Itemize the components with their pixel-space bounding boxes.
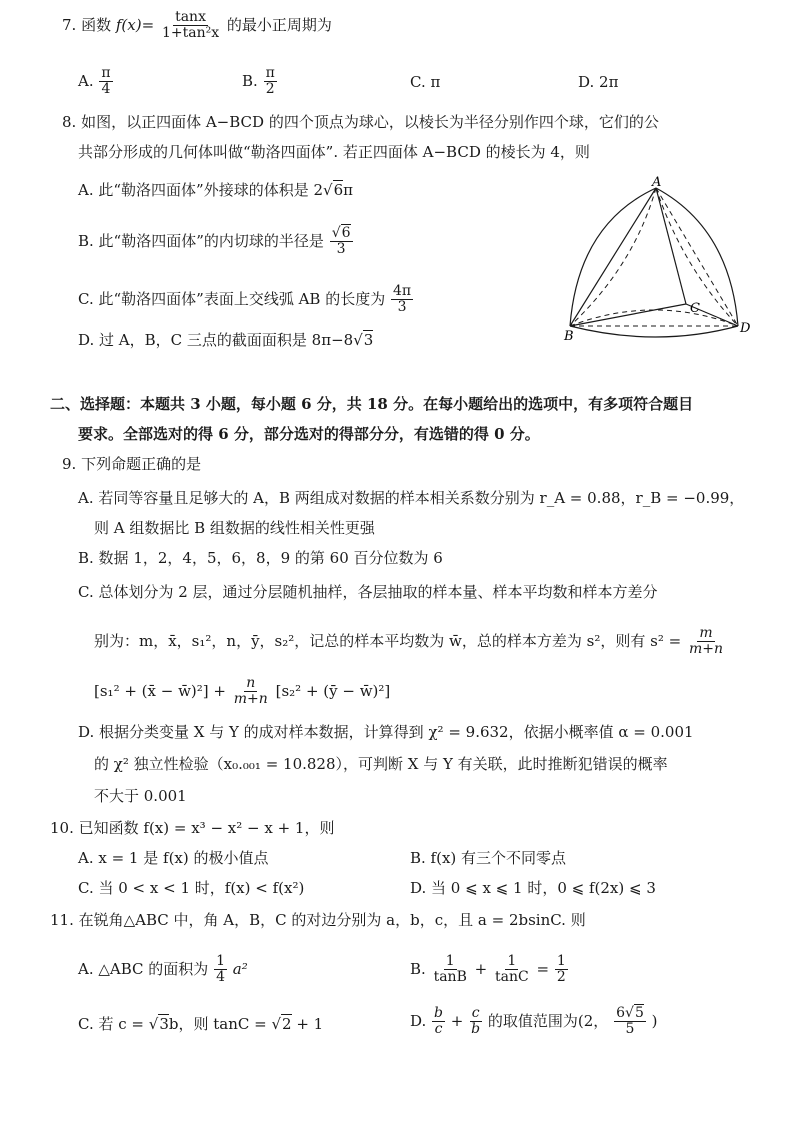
q8-option-b: B. 此“勒洛四面体”的内切球的半径是 $\frac{√6}{3}$ [78, 225, 351, 258]
q7-tail: 的最小正周期为 [226, 15, 332, 34]
q10-option-b: B. f(x) 有三个不同零点 [410, 849, 567, 867]
outer-arc-bottom [570, 326, 738, 337]
q9-option-c-line1: C. 总体划分为 2 层，通过分层随机抽样，各层抽取的样本量、样本平均数和样本方差分 [78, 583, 658, 601]
q10-option-c: C. 当 0 < x < 1 时，f(x) < f(x²) [78, 879, 305, 897]
q7-label: 7. 函数 [62, 15, 112, 34]
q11-stem: 11. 在锐角△ABC 中，角 A，B，C 的对边分别为 a，b，c，且 a = 2bsinC. 则 [50, 911, 586, 929]
q9-option-c-line2: 别为：m，x̄，s₁²，n，ȳ，s₂²，记总的样本平均数为 w̄，总的样本方差为 s²，则有 s² = $\frac{m}{m+n}$ [94, 625, 723, 658]
vertex-a-label: A [652, 176, 662, 190]
section2-heading-line1: 二、选择题：本题共 3 小题，每小题 6 分，共 18 分。在每小题给出的选项中，有多项符合题目 [50, 395, 694, 413]
q9-stem: 9. 下列命题正确的是 [62, 455, 202, 473]
q11-option-c: C. 若 c = √3b，则 tanC = √2 + 1 [78, 1015, 324, 1033]
q9-option-d-line1: D. 根据分类变量 X 与 Y 的成对样本数据，计算得到 χ² = 9.632，依据小概率值 α = 0.001 [78, 723, 694, 741]
q9-option-b: B. 数据 1，2，4，5，6，8，9 的第 60 百分位数为 6 [78, 549, 443, 567]
q10-option-a: A. x = 1 是 f(x) 的极小值点 [78, 849, 269, 867]
q7-stem [62, 10, 332, 42]
q8-stem-line2: 共部分形成的几何体叫做“勒洛四面体”. 若正四面体 A−BCD 的棱长为 4，则 [78, 143, 590, 161]
q7-fx: f(x)= [115, 15, 155, 34]
reuleaux-tetrahedron-figure [562, 176, 762, 346]
q7-option-a: A. $\frac{\pi}{4}$ [78, 65, 111, 98]
q7-option-b: B. $\frac{\pi}{2}$ [242, 65, 275, 98]
q11-option-b: B. $\frac{1}{\tan B}$ + $\frac{1}{\tan C}$ = $\frac{1}{2}$ [410, 953, 566, 986]
q9-option-d-line2: 的 χ² 独立性检验（x₀.₀₀₁ = 10.828），可判断 X 与 Y 有关联，此时推断犯错误的概率 [94, 755, 668, 773]
q8-option-c: C. 此“勒洛四面体”表面上交线弧 AB 的长度为 $\frac{4\pi}{3}$ [78, 283, 412, 316]
edge-bc [570, 304, 686, 326]
q9-option-c-line3: [s₁² + (x̄ − w̄)²] + $\frac{n}{m+n}$ [s₂² + (ȳ − w̄)²] [94, 675, 391, 708]
q10-option-d: D. 当 0 ⩽ x ⩽ 1 时，0 ⩽ f(2x) ⩽ 3 [410, 879, 656, 897]
q8-stem-line1: 8. 如图，以正四面体 A−BCD 的四个顶点为球心，以棱长为半径分别作四个球，它们的公 [62, 113, 659, 131]
vertex-d-label: D [740, 321, 751, 336]
edge-ab [570, 188, 656, 326]
q7-option-c: C. π [410, 73, 441, 91]
q11-option-d: D. $\frac{b}{c}$ + $\frac{c}{b}$ 的取值范围为(2， $\frac{6√5}{5}$ ) [410, 1005, 658, 1038]
section2-heading-line2: 要求。全部选对的得 6 分，部分选对的得部分分，有选错的得 0 分。 [78, 425, 540, 443]
q9-option-d-line3: 不大于 0.001 [94, 787, 187, 805]
q8-option-a: A. 此“勒洛四面体”外接球的体积是 2√6π [78, 181, 353, 199]
q11-option-a: A. △ABC 的面积为 $\frac{1}{4}$ a² [78, 953, 248, 986]
inner-arc-bd [570, 310, 738, 326]
q9-option-a-line1: A. 若同等容量且足够大的 A，B 两组成对数据的样本相关系数分别为 r_A = 0.88，r_B = −0.99， [78, 489, 745, 507]
q10-stem: 10. 已知函数 f(x) = x³ − x² − x + 1，则 [50, 819, 335, 837]
vertex-c-label: C [690, 301, 700, 316]
q9-option-a-line2: 则 A 组数据比 B 组数据的线性相关性更强 [94, 519, 375, 537]
vertex-b-label: B [564, 329, 574, 344]
q7-fraction: $\frac{\tan x}{\text{1+tan²x}}$ [161, 9, 220, 42]
q8-option-d: D. 过 A，B，C 三点的截面面积是 8π−8√3 [78, 331, 374, 349]
q7-option-d: D. 2π [578, 73, 619, 91]
